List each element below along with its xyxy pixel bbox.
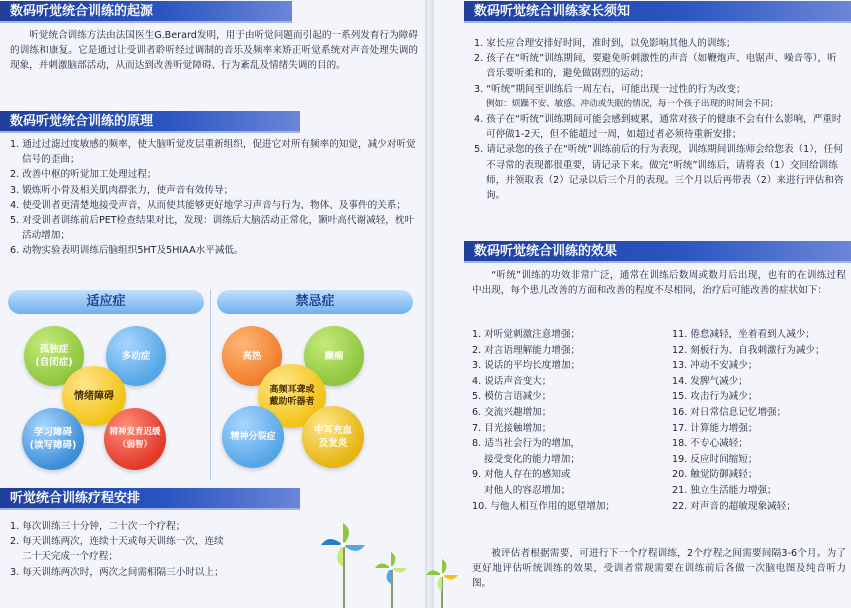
- learning-disorder-bubble: [22, 408, 84, 470]
- principle-item-3: 3. 锻炼听小骨及相关肌肉群张力，使声音有效传导；: [10, 184, 234, 196]
- schedule-title: 听觉统合训练疗程安排: [10, 491, 141, 506]
- mental-retardation-bubble: [104, 408, 166, 470]
- page-fold: [425, 0, 434, 608]
- mental-retardation-sub: （弱智）: [117, 440, 152, 450]
- principle-title: 数码听觉统合训练的原理: [10, 114, 154, 129]
- effect-item: 18. 不专心减轻；: [672, 438, 748, 450]
- parents-item-2: 2. 孩子在“听统”训练期间，要避免听刺激性的声音（如鞭炮声、电锯声、噪音等），听音乐要听柔和的，避免做剧烈的运动；: [474, 53, 837, 80]
- epilepsy-text: 癫痫: [324, 350, 344, 362]
- effect-item-cont: 对他人的容忍增加；: [484, 484, 571, 496]
- parents-list: [474, 36, 846, 203]
- effect-item: 12. 刻板行为、自我刺激行为减少；: [672, 344, 825, 356]
- effect-item: 16. 对日常信息记忆增强；: [672, 406, 787, 418]
- emotional-disorder-text: 情绪障碍: [74, 390, 114, 402]
- principle-item-5: 5. 对受训者训练前后PET检查结果对比，发现：训练后大脑活动正常化，颞叶高代谢减轻，枕叶活动增加；: [10, 215, 415, 242]
- parents-item-3: 3. “听统”期间至训练后一周左右，可能出现一过性的行为改变；: [474, 83, 746, 95]
- adhd-text: 多动症: [121, 350, 151, 362]
- effects-list-1: [472, 327, 672, 514]
- schizophrenia-bubble: [222, 406, 284, 468]
- parents-header: [464, 1, 851, 23]
- learning-disorder-sub: (读写障碍): [29, 440, 77, 451]
- effect-item: 17. 计算能力增强；: [672, 422, 758, 434]
- effect-item: 11. 倦怠减轻，坐着看到人减少；: [672, 329, 816, 340]
- principle-item-1: 1. 通过过滤过度敏感的频率，使大脑听觉皮层重新组织，促进它对所有频率的知觉，减少对听觉信号的歪曲；: [10, 139, 416, 166]
- pinwheel-icon: [373, 550, 409, 586]
- schedule-item-3: 3. 每天训练两次时，两次之间需相隔三小时以上；: [10, 566, 224, 578]
- schedule-item-1: 1. 每次训练三十分钟，二十次一个疗程；: [10, 521, 186, 532]
- mental-retardation-text: 精神发育迟缓: [109, 427, 161, 437]
- pinwheel-icon: [318, 520, 368, 570]
- principle-item-4: 4. 使受训者更清楚地接受声音，从而使其能够更好地学习声音与行为、物体、及事件的关系；: [10, 199, 406, 211]
- otitis-sub: 及发炎: [318, 438, 348, 449]
- contraindications-label: 禁忌症: [217, 290, 413, 314]
- effects-title: 数码听觉统合训练的效果: [474, 244, 618, 259]
- effect-item: 2. 对言语理解能力增强；: [472, 344, 581, 356]
- effect-item: 1. 对听觉刺激注意增强；: [472, 329, 581, 340]
- section-divider: [210, 290, 211, 480]
- effects-header: [464, 241, 851, 263]
- autism-sub: (自闭症): [35, 357, 73, 368]
- schedule-item-2: 2. 每天训练两次，连续十天或每天训练一次，连续: [10, 536, 224, 548]
- schedule-list: [10, 519, 310, 580]
- effects-list-2: [672, 327, 850, 514]
- effect-item: 19. 反应时间缩短；: [672, 453, 758, 465]
- autism-text: 孤独症: [39, 344, 69, 355]
- effect-item: 10. 与他人相互作用的愿望增加；: [472, 500, 616, 512]
- otitis-bubble: [302, 406, 364, 468]
- effects-footer: 被评估者根据需要，可进行下一个疗程训练，2个疗程之间需要间隔3-6个月。为了更好地评估听统训练的效果，受训者常规需要在训练前后各做一次脑电图及纯音听力图。: [472, 548, 846, 590]
- principle-item-6: 6. 动物实验表明训练后脑组织5HT及5HIAA水平减低。: [10, 245, 244, 257]
- indications-label: 适应症: [8, 290, 204, 314]
- pinwheel-icon: [424, 557, 460, 593]
- hearing-loss-text: 高频耳聋或: [269, 385, 315, 395]
- origin-text: 听觉统合训练方法由法国医生G.Berard发明，用于由听觉问题而引起的一系列发育行为障碍的训练和康复。它是通过让受训者聆听经过调制的音乐及频率来矫正听觉系统对声音处理失调的现象，并刺激脑部活动，从而达到改善听觉障碍、行为紊乱及情绪失调的目的。: [10, 30, 418, 72]
- schedule-header: [0, 488, 300, 510]
- effect-item: 4. 说话声音变大；: [472, 375, 552, 387]
- effects-intro: “听统”训练的功效非常广泛，通常在训练后数周或数月后出现，也有的在训练过程中出现，每个患儿改善的方面和改善的程度不尽相同，治疗后可能改善的症状如下：: [472, 270, 846, 297]
- learning-disorder-text: 学习障碍: [33, 427, 72, 438]
- parents-item-3-example: 例如：烦躁不安、敏感、冲动或失眠的情况，每一个孩子出现的时间会不同；: [486, 98, 779, 109]
- high-fever-text: 高热: [242, 350, 262, 362]
- origin-title: 数码听觉统合训练的起源: [10, 4, 154, 19]
- hearing-aid-text: 戴助听器者: [269, 397, 315, 407]
- effect-item: 20. 触觉防御减轻；: [672, 469, 758, 481]
- parents-item-5: 5. 请记录您的孩子在“听统”训练前后的行为表现，训练期间训练师会给您表（1），任何不寻常的表现都很重要，请记录下来。做完“听统”训练后，请将表（1）交回给训练师，并领取表（2）记录以后三个月的表现。三个月以后再带表（2）来进行评估和咨询。: [474, 144, 844, 202]
- effect-item: 14. 发脾气减少；: [672, 375, 748, 387]
- parents-item-4: 4. 孩子在“听统”训练期间可能会感到疲累，通常对孩子的健康不会有什么影响，严重时可停做1-2天，但不能超过一周，如超过者必须待重新安排；: [474, 114, 842, 141]
- schedule-item-2-cont: 二十天完成一个疗程；: [22, 551, 118, 563]
- effect-item: 9. 对他人存在的感知或: [472, 469, 571, 481]
- effect-item: 13. 冲动不安减少；: [672, 360, 758, 372]
- otitis-text: 中耳充血: [313, 425, 352, 436]
- effect-item: 8. 适当社会行为的增加，: [472, 438, 581, 450]
- effect-item: 5. 模仿言语减少；: [472, 391, 552, 403]
- parents-item-1: 1. 家长应合理安排好时间，准时到，以免影响其他人的训练；: [474, 38, 736, 49]
- effect-item: 22. 对声音的超敏现象减轻；: [672, 500, 796, 512]
- parents-title: 数码听觉统合训练家长须知: [474, 4, 631, 19]
- effect-item-cont: 接受变化的能力增加；: [484, 453, 580, 465]
- effect-item: 3. 说话的平均长度增加；: [472, 360, 581, 372]
- principle-list: [10, 137, 418, 259]
- principle-header: [0, 111, 300, 133]
- principle-item-2: 2. 改善中枢的听觉加工处理过程；: [10, 169, 157, 181]
- effect-item: 6. 交流兴趣增加；: [472, 406, 552, 418]
- effect-item: 15. 攻击行为减少；: [672, 391, 758, 403]
- effect-item: 7. 目光接触增加；: [472, 422, 552, 434]
- origin-header: [0, 1, 292, 23]
- effect-item: 21. 独立生活能力增强；: [672, 484, 777, 496]
- schizophrenia-text: 精神分裂症: [230, 431, 276, 442]
